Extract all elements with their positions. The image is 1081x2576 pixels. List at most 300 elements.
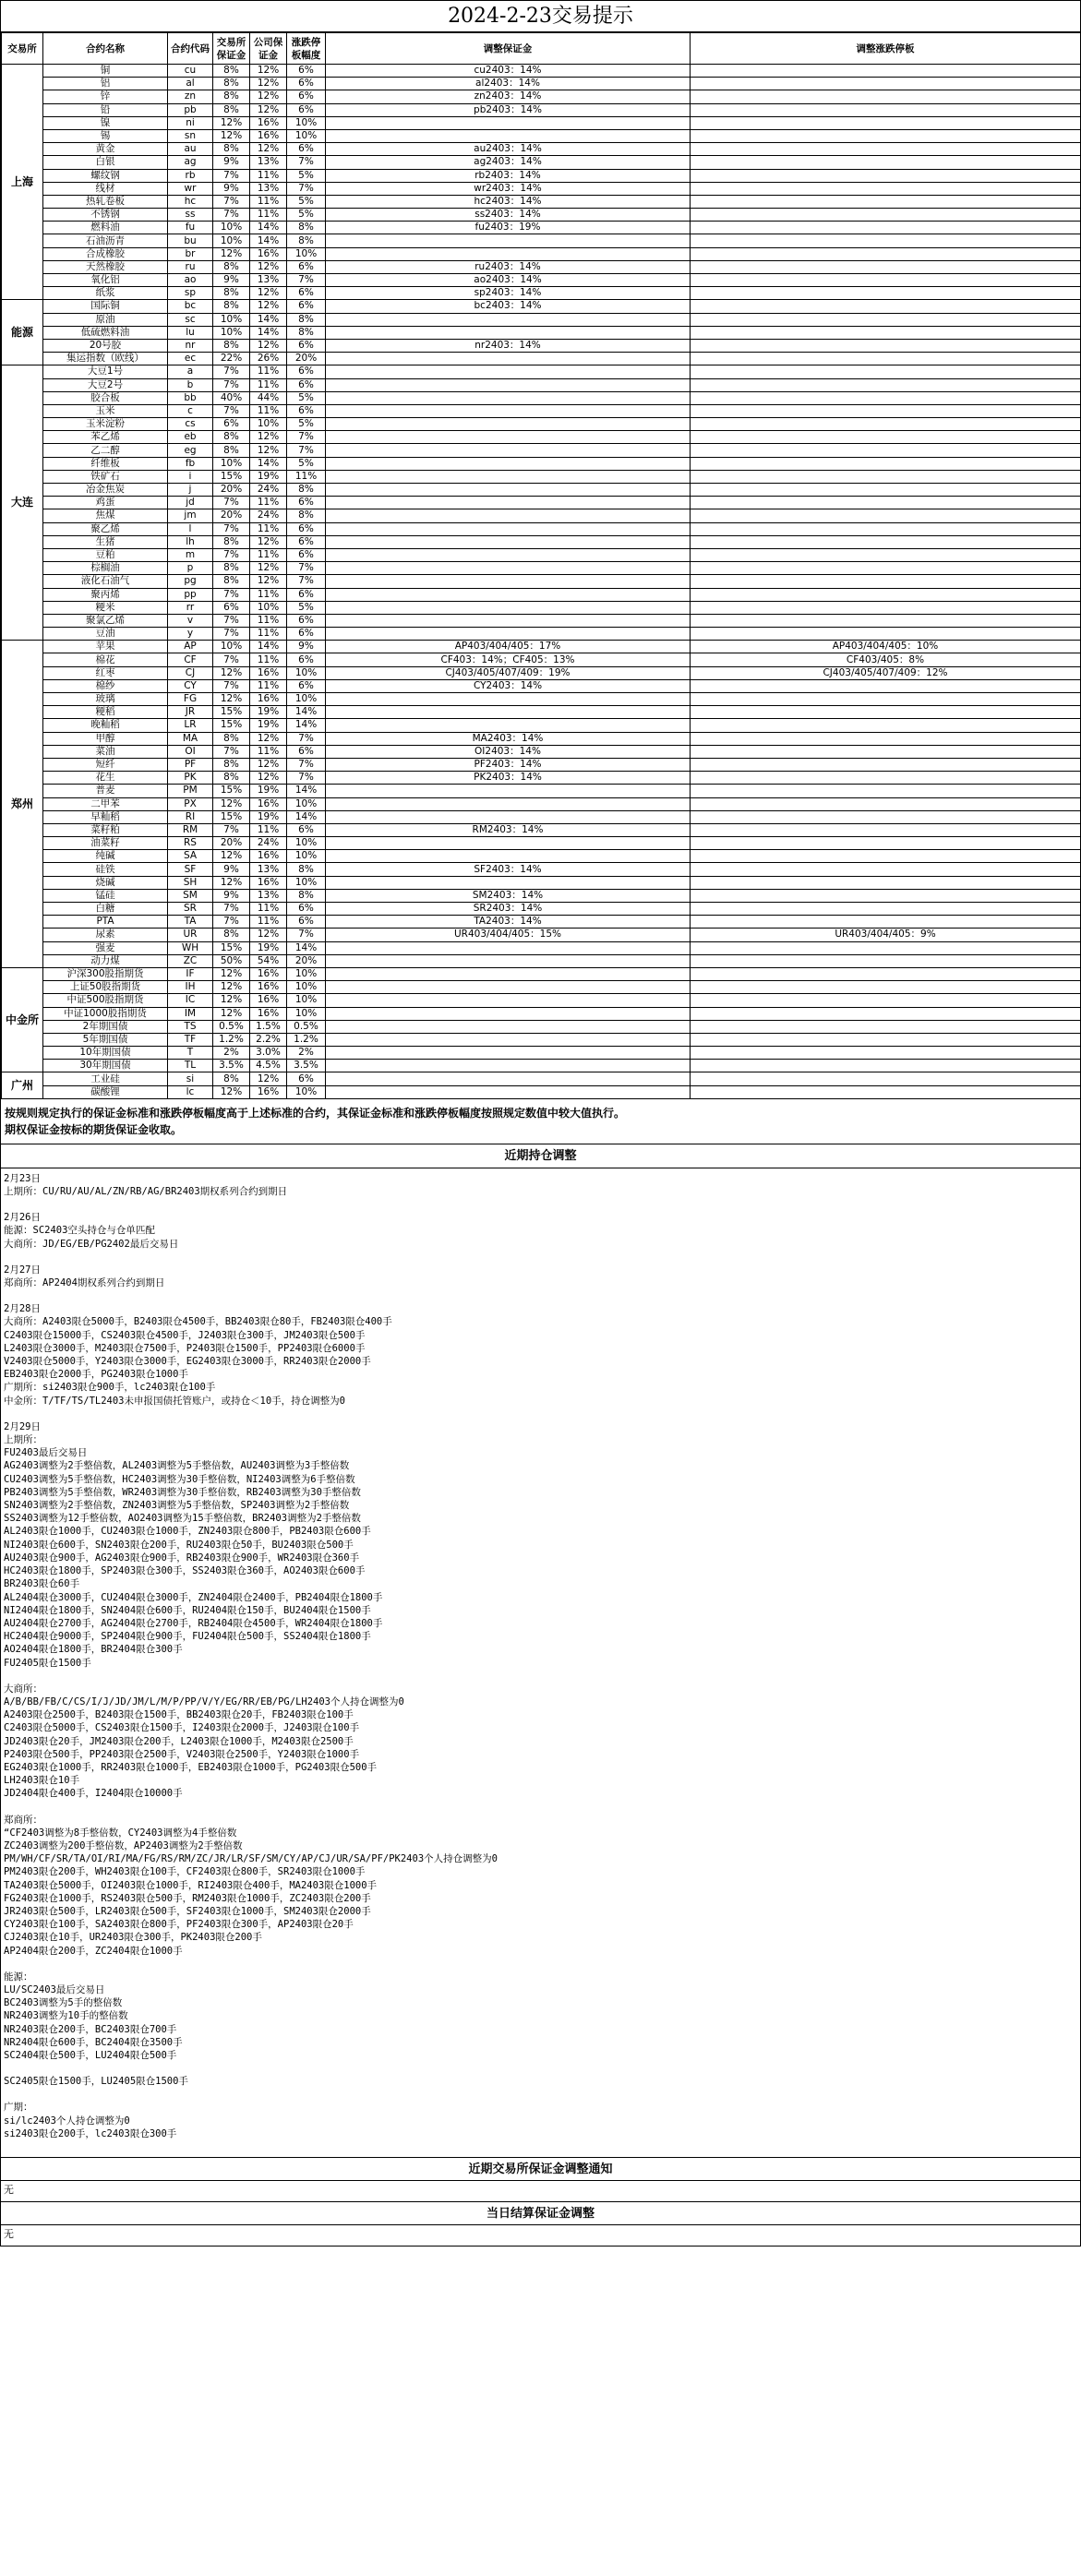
adjusted-limit-cell [691, 772, 1081, 785]
table-row [2, 772, 1081, 785]
company-margin-cell: 11% [250, 404, 287, 417]
table-row [2, 418, 1081, 431]
adjusted-margin-cell [326, 954, 691, 967]
adjusted-margin-cell [326, 876, 691, 889]
contract-code-cell: i [168, 470, 213, 483]
exchange-cell: 上海 [2, 65, 43, 300]
limit-range-cell: 10% [287, 876, 326, 889]
contract-name-cell: 低硫燃料油 [43, 326, 168, 339]
table-row [2, 169, 1081, 182]
settle-section-body: 无 [4, 2228, 14, 2241]
contract-code-cell: wr [168, 182, 213, 195]
limit-range-cell: 10% [287, 967, 326, 980]
table-row [2, 903, 1081, 916]
limit-range-cell: 6% [287, 90, 326, 103]
adjusted-margin-cell [326, 378, 691, 391]
company-margin-cell: 16% [250, 876, 287, 889]
exchange-cell: 中金所 [2, 967, 43, 1072]
contract-name-cell: 线材 [43, 182, 168, 195]
adjusted-margin-cell: UR403/404/405：15% [326, 929, 691, 941]
contract-name-cell: 白银 [43, 156, 168, 169]
contract-name-cell: 20号胶 [43, 339, 168, 352]
exchange-margin-cell: 8% [213, 772, 250, 785]
limit-range-cell: 20% [287, 353, 326, 365]
adjusted-limit-cell [691, 614, 1081, 627]
company-margin-cell: 11% [250, 378, 287, 391]
exchange-margin-cell: 8% [213, 732, 250, 745]
adjusted-margin-cell [326, 1033, 691, 1046]
company-margin-cell: 16% [250, 1085, 287, 1098]
contract-name-cell: 氧化铝 [43, 274, 168, 287]
table-row [2, 575, 1081, 588]
limit-range-cell: 14% [287, 785, 326, 797]
adjusted-margin-cell [326, 1072, 691, 1085]
table-row [2, 470, 1081, 483]
company-margin-cell: 12% [250, 1072, 287, 1085]
adjusted-margin-cell [326, 353, 691, 365]
table-row [2, 785, 1081, 797]
exchange-margin-cell: 8% [213, 535, 250, 548]
exchange-margin-cell: 2% [213, 1047, 250, 1060]
table-row [2, 994, 1081, 1007]
exchange-margin-cell: 10% [213, 457, 250, 470]
contract-name-cell: 晚籼稻 [43, 719, 168, 732]
contract-name-cell: 纸浆 [43, 287, 168, 300]
adjusted-margin-cell [326, 810, 691, 823]
adjusted-limit-cell [691, 339, 1081, 352]
table-row [2, 260, 1081, 273]
adjusted-margin-cell [326, 601, 691, 614]
adjusted-limit-cell [691, 457, 1081, 470]
limit-range-cell: 10% [287, 850, 326, 863]
contract-name-cell: 锌 [43, 90, 168, 103]
contract-code-cell: OI [168, 745, 213, 758]
limit-range-cell: 5% [287, 601, 326, 614]
contract-code-cell: sc [168, 313, 213, 326]
table-row [2, 222, 1081, 234]
contract-name-cell: 粳稻 [43, 706, 168, 719]
limit-range-cell: 10% [287, 693, 326, 706]
exchange-margin-cell: 7% [213, 588, 250, 601]
exchange-margin-cell: 6% [213, 418, 250, 431]
table-row [2, 614, 1081, 627]
adjusted-margin-cell [326, 785, 691, 797]
table-row [2, 287, 1081, 300]
contract-name-cell: 不锈钢 [43, 209, 168, 222]
company-margin-cell: 11% [250, 209, 287, 222]
adjusted-margin-cell [326, 404, 691, 417]
exchange-margin-cell: 8% [213, 287, 250, 300]
exchange-margin-cell: 50% [213, 954, 250, 967]
limit-range-cell: 6% [287, 143, 326, 156]
contract-code-cell: IM [168, 1007, 213, 1020]
adjusted-margin-cell [326, 693, 691, 706]
contract-name-cell: 集运指数（欧线） [43, 353, 168, 365]
adjusted-limit-cell [691, 247, 1081, 260]
contract-code-cell: m [168, 548, 213, 561]
adjusted-limit-cell [691, 470, 1081, 483]
adjusted-limit-cell [691, 679, 1081, 692]
exchange-margin-cell: 9% [213, 182, 250, 195]
adjusted-margin-cell [326, 418, 691, 431]
contract-code-cell: v [168, 614, 213, 627]
contract-code-cell: RI [168, 810, 213, 823]
exchange-margin-cell: 7% [213, 378, 250, 391]
adjusted-limit-cell [691, 195, 1081, 208]
company-margin-cell: 12% [250, 65, 287, 78]
adjusted-margin-cell: cu2403：14% [326, 65, 691, 78]
adjusted-margin-cell [326, 1020, 691, 1033]
adjusted-limit-cell [691, 326, 1081, 339]
limit-range-cell: 6% [287, 365, 326, 378]
exchange-margin-cell: 8% [213, 562, 250, 575]
adjusted-margin-cell: wr2403：14% [326, 182, 691, 195]
contract-name-cell: 棕榈油 [43, 562, 168, 575]
exchange-margin-cell: 8% [213, 758, 250, 771]
company-margin-cell: 14% [250, 234, 287, 247]
company-margin-cell: 14% [250, 313, 287, 326]
adjusted-limit-cell [691, 588, 1081, 601]
exchange-margin-cell: 7% [213, 169, 250, 182]
limit-range-cell: 10% [287, 797, 326, 810]
contract-code-cell: SA [168, 850, 213, 863]
company-margin-cell: 13% [250, 182, 287, 195]
contract-name-cell: 动力煤 [43, 954, 168, 967]
position-block: 2月26日 能源：SC2403空头持仓与仓单匹配 大商所：JD/EG/EB/PG2402最后交易日 [4, 1212, 179, 1250]
limit-range-cell: 7% [287, 156, 326, 169]
adjusted-limit-cell [691, 274, 1081, 287]
limit-range-cell: 10% [287, 1085, 326, 1098]
exchange-margin-cell: 12% [213, 1085, 250, 1098]
position-section-body [1, 1168, 1080, 2157]
table-row [2, 1085, 1081, 1098]
table-row [2, 628, 1081, 641]
contract-code-cell: SF [168, 863, 213, 876]
table-row [2, 484, 1081, 497]
limit-range-cell: 6% [287, 260, 326, 273]
company-margin-cell: 11% [250, 823, 287, 836]
company-margin-cell: 12% [250, 535, 287, 548]
adjusted-limit-cell [691, 484, 1081, 497]
position-block: 2月27日 郑商所：AP2404期权系列合约到期日 [4, 1264, 165, 1289]
table-row [2, 247, 1081, 260]
exchange-margin-cell: 10% [213, 641, 250, 653]
contract-name-cell: PTA [43, 916, 168, 929]
contract-code-cell: zn [168, 90, 213, 103]
contract-code-cell: eb [168, 431, 213, 444]
table-row [2, 1047, 1081, 1060]
adjusted-margin-cell: CY2403：14% [326, 679, 691, 692]
adjusted-margin-cell [326, 484, 691, 497]
contract-name-cell: 红枣 [43, 666, 168, 679]
table-row [2, 391, 1081, 404]
exchange-margin-cell: 12% [213, 129, 250, 142]
contract-code-cell: ZC [168, 954, 213, 967]
header-cell: 合约代码 [168, 33, 213, 65]
company-margin-cell: 11% [250, 497, 287, 509]
company-margin-cell: 12% [250, 758, 287, 771]
exchange-margin-cell: 15% [213, 810, 250, 823]
adjusted-limit-cell [691, 116, 1081, 129]
contract-code-cell: CJ [168, 666, 213, 679]
adjusted-limit-cell [691, 169, 1081, 182]
adjusted-margin-cell [326, 313, 691, 326]
table-row [2, 732, 1081, 745]
exchange-margin-cell: 8% [213, 431, 250, 444]
adjusted-limit-cell [691, 260, 1081, 273]
exchange-margin-cell: 7% [213, 404, 250, 417]
adjusted-margin-cell [326, 535, 691, 548]
company-margin-cell: 12% [250, 562, 287, 575]
adjusted-limit-cell [691, 209, 1081, 222]
adjusted-limit-cell [691, 65, 1081, 78]
adjusted-margin-cell: PK2403：14% [326, 772, 691, 785]
limit-range-cell: 10% [287, 1007, 326, 1020]
company-margin-cell: 16% [250, 850, 287, 863]
exchange-margin-cell: 12% [213, 666, 250, 679]
limit-range-cell: 7% [287, 444, 326, 457]
adjusted-margin-cell [326, 628, 691, 641]
settle-section-title: 当日结算保证金调整 [1, 2201, 1080, 2225]
exchange-margin-cell: 12% [213, 876, 250, 889]
company-margin-cell: 2.2% [250, 1033, 287, 1046]
limit-range-cell: 7% [287, 274, 326, 287]
contract-name-cell: 强麦 [43, 941, 168, 954]
exchange-margin-cell: 10% [213, 222, 250, 234]
limit-range-cell: 8% [287, 863, 326, 876]
adjusted-limit-cell [691, 1085, 1081, 1098]
exchange-margin-cell: 12% [213, 994, 250, 1007]
limit-range-cell: 7% [287, 575, 326, 588]
table-row [2, 706, 1081, 719]
contract-name-cell: 纯碱 [43, 850, 168, 863]
limit-range-cell: 8% [287, 484, 326, 497]
exchange-margin-cell: 15% [213, 706, 250, 719]
limit-range-cell: 6% [287, 823, 326, 836]
contract-code-cell: FG [168, 693, 213, 706]
contract-code-cell: RM [168, 823, 213, 836]
adjusted-margin-cell [326, 116, 691, 129]
adjusted-margin-cell: OI2403：14% [326, 745, 691, 758]
contract-name-cell: 短纤 [43, 758, 168, 771]
exchange-cell: 郑州 [2, 641, 43, 968]
exchange-margin-cell: 8% [213, 260, 250, 273]
exchange-margin-cell: 8% [213, 1072, 250, 1085]
company-margin-cell: 19% [250, 785, 287, 797]
company-margin-cell: 12% [250, 431, 287, 444]
adjusted-limit-cell [691, 129, 1081, 142]
contract-code-cell: ni [168, 116, 213, 129]
exchange-cell: 能源 [2, 300, 43, 365]
adjusted-margin-cell [326, 522, 691, 535]
contract-code-cell: MA [168, 732, 213, 745]
adjusted-limit-cell [691, 562, 1081, 575]
company-margin-cell: 12% [250, 772, 287, 785]
company-margin-cell: 11% [250, 916, 287, 929]
adjusted-limit-cell [691, 103, 1081, 116]
note-line: 期权保证金按标的期货保证金收取。 [5, 1122, 183, 1136]
adjusted-margin-cell: ss2403：14% [326, 209, 691, 222]
company-margin-cell: 14% [250, 326, 287, 339]
table-row [2, 313, 1081, 326]
table-row [2, 889, 1081, 902]
adjusted-margin-cell: nr2403：14% [326, 339, 691, 352]
exchange-margin-cell: 7% [213, 522, 250, 535]
company-margin-cell: 19% [250, 941, 287, 954]
exchange-margin-cell: 22% [213, 353, 250, 365]
exchange-margin-cell: 12% [213, 850, 250, 863]
adjusted-limit-cell [691, 90, 1081, 103]
adjusted-limit-cell [691, 575, 1081, 588]
contract-name-cell: 硅铁 [43, 863, 168, 876]
limit-range-cell: 6% [287, 628, 326, 641]
company-margin-cell: 26% [250, 353, 287, 365]
contract-code-cell: a [168, 365, 213, 378]
table-row [2, 1033, 1081, 1046]
contract-code-cell: bb [168, 391, 213, 404]
contract-code-cell: LR [168, 719, 213, 732]
exchange-margin-cell: 20% [213, 509, 250, 522]
contract-code-cell: fu [168, 222, 213, 234]
contract-name-cell: 棉纱 [43, 679, 168, 692]
contract-code-cell: PX [168, 797, 213, 810]
adjusted-margin-cell [326, 588, 691, 601]
header-cell: 交易所保证金 [213, 33, 250, 65]
company-margin-cell: 10% [250, 418, 287, 431]
adjusted-margin-cell [326, 391, 691, 404]
table-row [2, 679, 1081, 692]
adjusted-limit-cell [691, 313, 1081, 326]
adjusted-limit-cell [691, 693, 1081, 706]
adjusted-margin-cell [326, 575, 691, 588]
limit-range-cell: 1.2% [287, 1033, 326, 1046]
table-row [2, 548, 1081, 561]
adjusted-margin-cell [326, 1047, 691, 1060]
contract-name-cell: 大豆1号 [43, 365, 168, 378]
contract-code-cell: ru [168, 260, 213, 273]
adjusted-margin-cell: fu2403：19% [326, 222, 691, 234]
limit-range-cell: 10% [287, 994, 326, 1007]
limit-range-cell: 0.5% [287, 1020, 326, 1033]
adjusted-limit-cell [691, 431, 1081, 444]
table-row [2, 641, 1081, 653]
adjusted-limit-cell [691, 222, 1081, 234]
contract-name-cell: 石油沥青 [43, 234, 168, 247]
adjusted-limit-cell [691, 903, 1081, 916]
company-margin-cell: 3.0% [250, 1047, 287, 1060]
header-cell: 公司保证金 [250, 33, 287, 65]
limit-range-cell: 6% [287, 916, 326, 929]
adjusted-margin-cell [326, 234, 691, 247]
adjusted-limit-cell: AP403/404/405：10% [691, 641, 1081, 653]
adjusted-margin-cell [326, 509, 691, 522]
company-margin-cell: 24% [250, 837, 287, 850]
exchange-margin-cell: 8% [213, 143, 250, 156]
exchange-cell: 广州 [2, 1072, 43, 1098]
table-row [2, 90, 1081, 103]
position-block: 2月23日 上期所：CU/RU/AU/AL/ZN/RB/AG/BR2403期权系列合约到期日 [4, 1172, 288, 1198]
table-row [2, 457, 1081, 470]
company-margin-cell: 10% [250, 601, 287, 614]
contract-code-cell: ec [168, 353, 213, 365]
company-margin-cell: 19% [250, 470, 287, 483]
contract-code-cell: RS [168, 837, 213, 850]
adjusted-limit-cell [691, 941, 1081, 954]
position-block: 广期： si/lc2403个人持仓调整为0 si2403限仓200手，lc2403限仓300手 [4, 2102, 177, 2139]
exchange-margin-cell: 7% [213, 365, 250, 378]
company-margin-cell: 11% [250, 522, 287, 535]
limit-range-cell: 6% [287, 300, 326, 313]
contract-name-cell: 国际铜 [43, 300, 168, 313]
contract-name-cell: 2年期国债 [43, 1020, 168, 1033]
company-margin-cell: 16% [250, 666, 287, 679]
limit-range-cell: 3.5% [287, 1060, 326, 1072]
table-row [2, 1007, 1081, 1020]
limit-range-cell: 14% [287, 810, 326, 823]
limit-range-cell: 14% [287, 706, 326, 719]
adjusted-margin-cell: SR2403：14% [326, 903, 691, 916]
contract-code-cell: PM [168, 785, 213, 797]
exchange-cell: 大连 [2, 365, 43, 641]
limit-range-cell: 9% [287, 641, 326, 653]
contract-code-cell: cu [168, 65, 213, 78]
contract-code-cell: jd [168, 497, 213, 509]
contract-code-cell: IH [168, 981, 213, 994]
adjusted-margin-cell [326, 365, 691, 378]
contract-name-cell: 铅 [43, 103, 168, 116]
adjusted-limit-cell [691, 1072, 1081, 1085]
adjusted-limit-cell [691, 916, 1081, 929]
limit-range-cell: 10% [287, 666, 326, 679]
company-margin-cell: 12% [250, 339, 287, 352]
exchange-margin-cell: 7% [213, 745, 250, 758]
exchange-margin-cell: 10% [213, 234, 250, 247]
adjusted-margin-cell: SF2403：14% [326, 863, 691, 876]
limit-range-cell: 6% [287, 103, 326, 116]
limit-range-cell: 7% [287, 758, 326, 771]
adjusted-limit-cell [691, 497, 1081, 509]
contract-code-cell: SM [168, 889, 213, 902]
table-row [2, 666, 1081, 679]
limit-range-cell: 8% [287, 509, 326, 522]
contract-code-cell: PF [168, 758, 213, 771]
adjusted-limit-cell [691, 745, 1081, 758]
position-section-title: 近期持仓调整 [1, 1144, 1080, 1168]
contract-name-cell: 尿素 [43, 929, 168, 941]
adjusted-limit-cell [691, 758, 1081, 771]
limit-range-cell: 6% [287, 378, 326, 391]
exchange-margin-cell: 12% [213, 967, 250, 980]
adjusted-limit-cell [691, 535, 1081, 548]
limit-range-cell: 7% [287, 772, 326, 785]
exchange-margin-cell: 8% [213, 575, 250, 588]
contract-name-cell: 中证500股指期货 [43, 994, 168, 1007]
contract-name-cell: 烧碱 [43, 876, 168, 889]
company-margin-cell: 19% [250, 719, 287, 732]
contract-code-cell: ag [168, 156, 213, 169]
exchange-margin-cell: 0.5% [213, 1020, 250, 1033]
contract-code-cell: IF [168, 967, 213, 980]
header-cell: 合约名称 [43, 33, 168, 65]
contract-code-cell: PK [168, 772, 213, 785]
adjusted-margin-cell [326, 941, 691, 954]
table-row [2, 876, 1081, 889]
adjusted-margin-cell [326, 431, 691, 444]
contract-code-cell: JR [168, 706, 213, 719]
contract-code-cell: fb [168, 457, 213, 470]
adjusted-margin-cell [326, 614, 691, 627]
header-cell: 调整保证金 [326, 33, 691, 65]
